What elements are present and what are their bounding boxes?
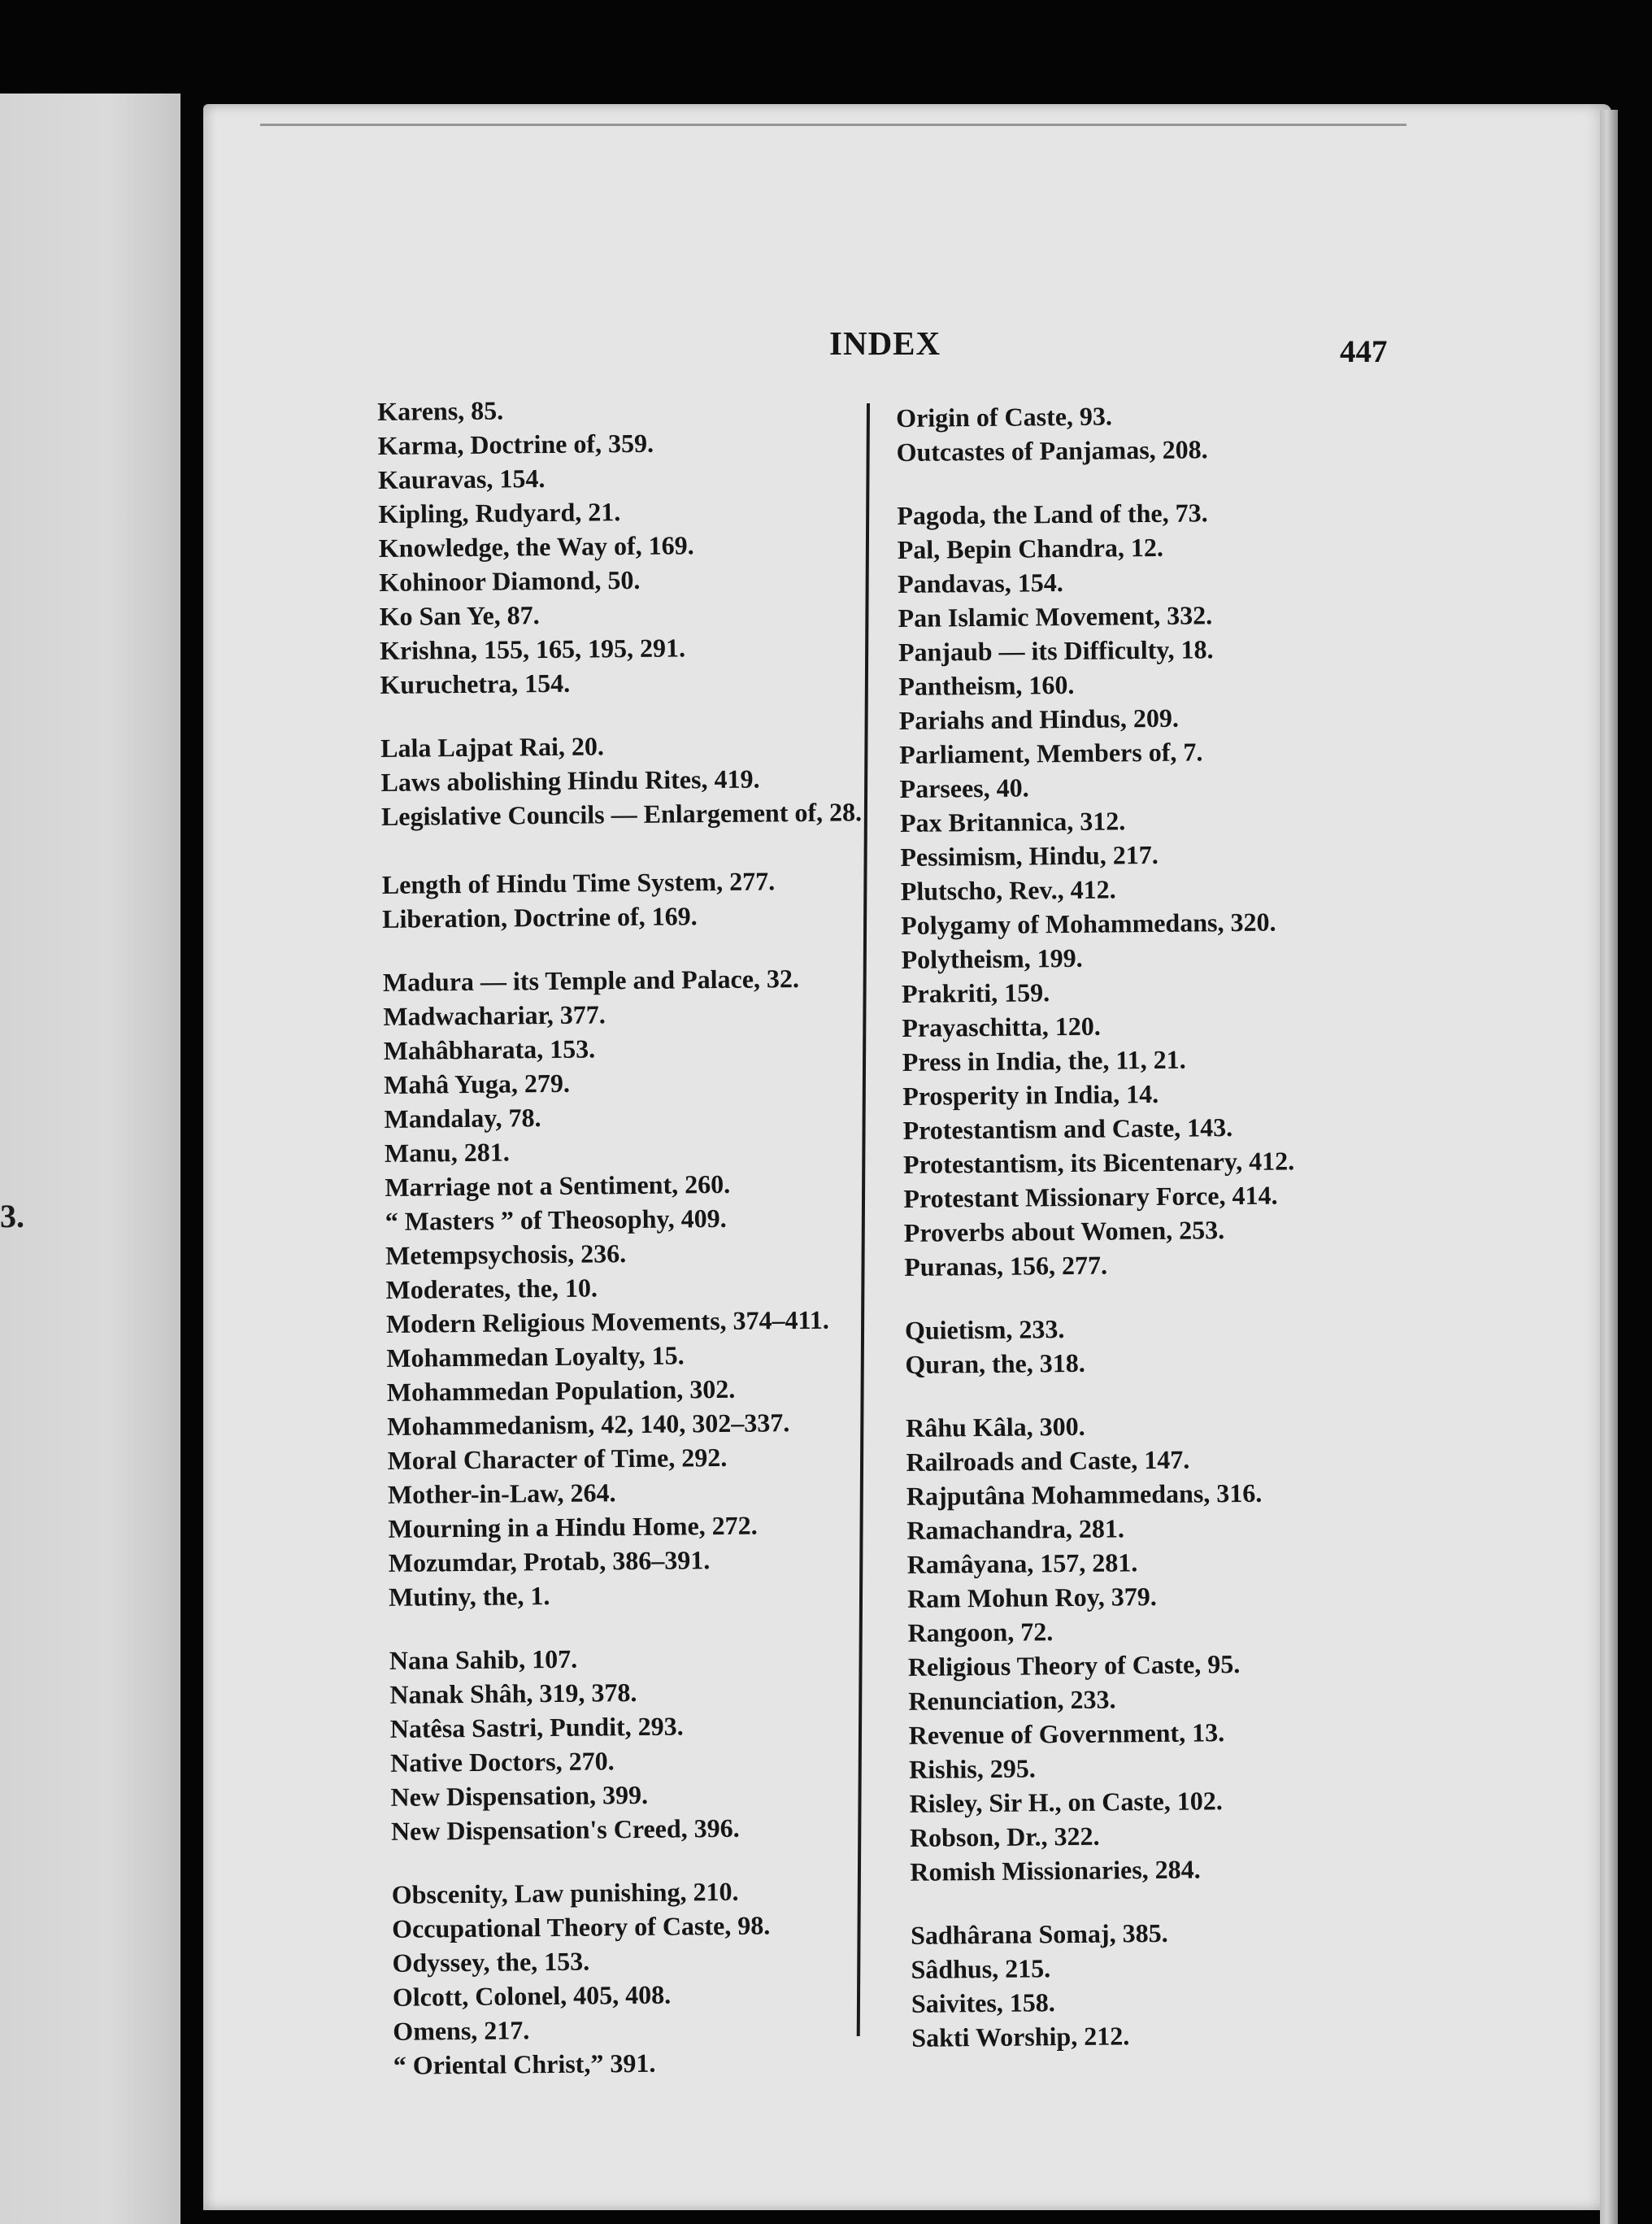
index-entry: Karma, Doctrine of, 359. bbox=[377, 428, 654, 460]
index-entry: Ramachandra, 281. bbox=[906, 1513, 1125, 1545]
section-gap bbox=[904, 1280, 1359, 1313]
top-rule bbox=[260, 124, 1406, 126]
index-entry: Natêsa Sastri, Pundit, 293. bbox=[389, 1711, 684, 1743]
index-entry: Renunciation, 233. bbox=[908, 1684, 1116, 1716]
index-entry: Lala Lajpat Rai, 20. bbox=[380, 731, 605, 763]
page-title: INDEX bbox=[829, 324, 941, 362]
section-gap bbox=[380, 697, 868, 731]
index-entry: Protestant Missionary Force, 414. bbox=[903, 1180, 1278, 1213]
index-entry: Legislative Councils — Enlargement of, 28. bbox=[380, 797, 863, 831]
index-entry: “ Masters ” of Theosophy, 409. bbox=[385, 1203, 727, 1236]
index-entry: Ko San Ye, 87. bbox=[379, 600, 540, 631]
index-entry: Mohammedan Loyalty, 15. bbox=[386, 1340, 685, 1373]
index-entry: Odyssey, the, 153. bbox=[392, 1946, 590, 1978]
section-gap bbox=[906, 1377, 1361, 1411]
index-entry: Ram Mohun Roy, 379. bbox=[906, 1581, 1158, 1613]
index-entry: Madwachariar, 377. bbox=[383, 999, 606, 1031]
index-entry: Origin of Caste, 93. bbox=[896, 401, 1113, 433]
index-entry: Marriage not a Sentiment, 260. bbox=[385, 1169, 731, 1202]
index-entry: Pan Islamic Movement, 332. bbox=[898, 600, 1213, 633]
index-entry: Metempsychosis, 236. bbox=[385, 1238, 627, 1270]
index-entry: Moderates, the, 10. bbox=[385, 1273, 598, 1304]
index-entry: Prosperity in India, 14. bbox=[902, 1078, 1159, 1111]
index-entry: Protestantism, its Bicentenary, 412. bbox=[902, 1146, 1295, 1179]
facing-page bbox=[0, 94, 180, 2224]
index-entry: Pariahs and Hindus, 209. bbox=[898, 703, 1180, 735]
index-column-right bbox=[896, 397, 1367, 2055]
index-entry: Sakti Worship, 212. bbox=[911, 2021, 1130, 2052]
section-gap bbox=[382, 931, 870, 965]
index-entry: Knowledge, the Way of, 169. bbox=[378, 530, 694, 563]
index-entry: Prakriti, 159. bbox=[901, 977, 1050, 1008]
index-entry: Panjaub — its Difficulty, 18. bbox=[898, 634, 1214, 667]
index-entry: Pantheism, 160. bbox=[898, 669, 1075, 701]
index-entry: Religious Theory of Caste, 95. bbox=[907, 1649, 1241, 1682]
index-entry: Mother-in-Law, 264. bbox=[387, 1478, 616, 1509]
index-entry: Kipling, Rudyard, 21. bbox=[378, 497, 621, 529]
index-entry: Madura — its Temple and Palace, 32. bbox=[382, 964, 800, 997]
index-entry: Quran, the, 318. bbox=[905, 1347, 1085, 1379]
index-entry: Quietism, 233. bbox=[904, 1314, 1065, 1345]
index-entry: Moral Character of Time, 292. bbox=[387, 1442, 728, 1475]
index-entry: Olcott, Colonel, 405, 408. bbox=[392, 1979, 672, 2012]
index-entry: Mohammedan Population, 302. bbox=[386, 1373, 736, 1407]
index-entry: Pessimism, Hindu, 217. bbox=[900, 839, 1159, 872]
index-entry: Puranas, 156, 277. bbox=[904, 1250, 1108, 1282]
index-entry: Saivites, 158. bbox=[911, 1987, 1055, 2018]
section-gap bbox=[897, 465, 1352, 498]
index-entry: Pagoda, the Land of the, 73. bbox=[897, 498, 1208, 530]
index-entry: Sadhârana Somaj, 385. bbox=[910, 1917, 1168, 1950]
index-entry: Prayaschitta, 120. bbox=[902, 1011, 1101, 1042]
index-entry: Parliament, Members of, 7. bbox=[899, 737, 1203, 769]
index-entry: Rangoon, 72. bbox=[907, 1617, 1054, 1647]
index-entry: Risley, Sir H., on Caste, 102. bbox=[909, 1786, 1223, 1818]
index-entry: Robson, Dr., 322. bbox=[909, 1821, 1100, 1852]
page-edge bbox=[1600, 110, 1618, 2224]
index-entry: Kohinoor Diamond, 50. bbox=[379, 564, 641, 597]
index-entry: Sâdhus, 215. bbox=[911, 1953, 1051, 1984]
index-entry: Pal, Bepin Chandra, 12. bbox=[897, 532, 1164, 564]
section-gap bbox=[391, 1843, 879, 1878]
index-entry: Railroads and Caste, 147. bbox=[906, 1444, 1190, 1477]
index-entry: New Dispensation, 399. bbox=[390, 1779, 649, 1812]
index-entry: Karens, 85. bbox=[377, 395, 504, 426]
index-entry: Manu, 281. bbox=[384, 1137, 510, 1168]
index-entry: Mohammedanism, 42, 140, 302–337. bbox=[387, 1408, 790, 1441]
index-entry: Mourning in a Hindu Home, 272. bbox=[388, 1510, 758, 1543]
index-entry: Polytheism, 199. bbox=[901, 942, 1083, 974]
index-entry: Laws abolishing Hindu Rites, 419. bbox=[380, 764, 760, 797]
index-entry: Mahâ Yuga, 279. bbox=[383, 1068, 571, 1099]
index-entry: Protestantism and Caste, 143. bbox=[902, 1112, 1233, 1145]
index-entry: Outcastes of Panjamas, 208. bbox=[896, 434, 1208, 467]
index-entry: Mutiny, the, 1. bbox=[389, 1581, 550, 1612]
index-entry: New Dispensation's Creed, 396. bbox=[390, 1813, 740, 1846]
index-entry: Nanak Shâh, 319, 378. bbox=[389, 1678, 637, 1709]
index-entry: Polygamy of Mohammedans, 320. bbox=[901, 907, 1276, 940]
index-entry: Mahâbharata, 153. bbox=[383, 1034, 596, 1065]
book-gutter bbox=[180, 94, 202, 2224]
index-column-left bbox=[377, 390, 881, 2083]
index-entry: Modern Religious Movements, 374–411. bbox=[385, 1304, 829, 1338]
index-entry: Rajputâna Mohammedans, 316. bbox=[906, 1478, 1263, 1511]
index-entry: Mozumdar, Protab, 386–391. bbox=[388, 1545, 711, 1578]
page-number: 447 bbox=[1340, 334, 1388, 369]
index-entry: Nana Sahib, 107. bbox=[389, 1643, 578, 1675]
facing-page-text-fragment: 3. bbox=[0, 1198, 24, 1234]
index-entry: Kuruchetra, 154. bbox=[380, 668, 571, 699]
index-entry: Omens, 217. bbox=[393, 2015, 530, 2046]
index-entry: Native Doctors, 270. bbox=[389, 1746, 615, 1778]
section-gap bbox=[911, 1885, 1366, 1918]
index-entry: Length of Hindu Time System, 277. bbox=[381, 866, 776, 899]
index-entry: Krishna, 155, 165, 195, 291. bbox=[379, 633, 686, 665]
index-entry: Romish Missionaries, 284. bbox=[910, 1854, 1201, 1887]
index-entry: Parsees, 40. bbox=[899, 773, 1029, 803]
section-gap bbox=[389, 1609, 876, 1643]
index-entry: Kauravas, 154. bbox=[377, 464, 546, 494]
index-entry: Râhu Kâla, 300. bbox=[905, 1411, 1085, 1443]
index-entry: Pandavas, 154. bbox=[897, 568, 1063, 598]
index-entry: Plutscho, Rev., 412. bbox=[900, 874, 1116, 906]
index-entry: Ramâyana, 157, 281. bbox=[906, 1547, 1138, 1579]
index-entry: Rishis, 295. bbox=[908, 1753, 1036, 1784]
index-entry: Press in India, the, 11, 21. bbox=[902, 1044, 1186, 1077]
index-entry: Proverbs about Women, 253. bbox=[903, 1215, 1225, 1247]
index-entry: Mandalay, 78. bbox=[384, 1103, 541, 1134]
index-entry: “ Oriental Christ,” 391. bbox=[393, 2048, 656, 2080]
index-entry: Liberation, Doctrine of, 169. bbox=[382, 901, 698, 934]
index-entry: Obscenity, Law punishing, 210. bbox=[391, 1876, 739, 1909]
index-entry: Revenue of Government, 13. bbox=[908, 1717, 1225, 1750]
index-entry: Pax Britannica, 312. bbox=[899, 806, 1126, 838]
index-entry: Occupational Theory of Caste, 98. bbox=[391, 1910, 771, 1943]
